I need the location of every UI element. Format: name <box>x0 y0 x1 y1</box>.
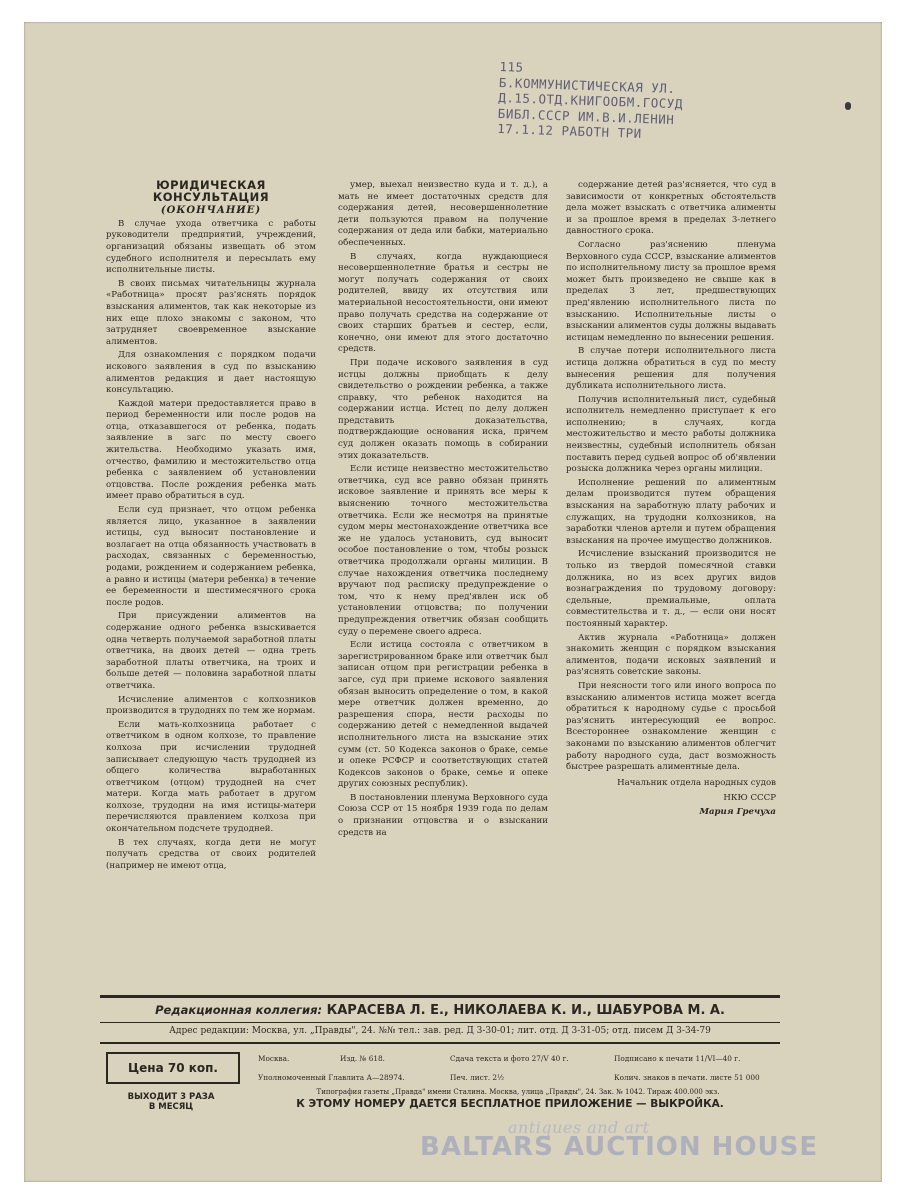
article-column-2 <box>338 180 548 990</box>
publication-frequency <box>106 1092 236 1112</box>
paragraph: При присуждении алиментов на содержание одного ребенка взыскивается одна четверть получаемой заработной платы ответчика, на двоих детей — одна треть заработной платы ответчика, на троих и больше детей — половина заработной платы ответчика. <box>106 611 316 691</box>
signature-org: НКЮ СССР <box>723 793 776 804</box>
library-stamp <box>496 59 789 164</box>
article-subtitle: (ОКОНЧАНИЕ) <box>160 205 262 217</box>
divider-mid <box>100 1022 780 1023</box>
paragraph: Если мать-колхозница работает с ответчиком в одном колхозе, то правление колхоза при исчислении трудодней записывает следующую часть трудодней из общего количества выработанных ответчиком (отцом) трудодней на счет матери. Когда мать работает в другом колхозе, трудодни на имя истицы-матери перечисляются правлением колхоза при окончательном подсчете трудодней. <box>106 719 316 835</box>
stamp-line: 115 <box>499 58 524 75</box>
paragraph: Если истица состояла с ответчиком в зарегистрированном браке или ответчик был записан отцом при регистрации ребенка в загсе, суд при приеме искового заявления обязан выносить определение о том, в какой мере ответчик должен временно, до разрешения спора, нести расходы по содержанию детей с немедленной выдачей исполнительного листа на взыскание этих сумм (ст. 50 Кодекса законов о браке, семье и опеке РСФСР и соответствующих статей Кодексов законов о браке, семье и опеке других союзных республик). <box>338 640 548 790</box>
paragraph: В своих письмах читательницы журнала «Работница» просят раз'яснять порядок взыскания алиментов, так как некоторые из них еще плохо знакомы с законом, что затрудняет своевременное взыскание алиментов. <box>106 278 316 347</box>
imprint-signed: Подписано к печати 11/VI—40 г. <box>614 1054 741 1063</box>
paragraph: При подаче искового заявления в суд истцы должны приобщать к делу свидетельство о рождении ребенка, а также справку, что ребенок находится на содержании истца. Истец по делу должен представить доказательства, подтверждающие основания иска, причем суд должен оказать помощь в собирании этих доказательств. <box>338 357 548 461</box>
printer-info: Типография газеты „Правда" имени Сталина. Москва, улица „Правды", 24. Зак. № 1042. Тираж 400.000 экз. <box>316 1088 720 1096</box>
paragraph: Исполнение решений по алиментным делам производится путем обращения взыскания на заработную плату рабочих и служащих, на трудодни колхозников, на заработки членов артели и путем обращения взыскания на прочее имущество должников. <box>566 477 776 546</box>
imprint-submitted: Сдача текста и фото 27/V 40 г. <box>450 1054 569 1063</box>
article-title: ЮРИДИЧЕСКАЯ КОНСУЛЬТАЦИЯ <box>152 180 270 204</box>
watermark-tagline: antiques and art <box>508 1118 650 1137</box>
paragraph: Для ознакомления с порядком подачи искового заявления в суд по взысканию алиментов редакция и дает настоящую консультацию. <box>106 350 316 396</box>
editorial-label: Редакционная коллегия: <box>155 1003 323 1017</box>
supplement-notice: К ЭТОМУ НОМЕРУ ДАЕТСЯ БЕСПЛАТНОЕ ПРИЛОЖЕНИЕ — ВЫКРОЙКА. <box>296 1098 724 1110</box>
paragraph: Согласно раз'яснению пленума Верховного суда СССР, взыскание алиментов по исполнительному листу за прошлое время может быть произведено не свыше как в пределах 3 лет, предшествующих пред'явлению исполнительного листа по взысканию. Исполнительные листы о взыскании алиментов суды должны выдавать истицам немедленно по вынесении решения. <box>566 239 776 343</box>
paragraph: Каждой матери предоставляется право в период беременности или после родов на отца, отказавшегося от ребенка, подать заявление в загс по месту своего жительства. Необходимо указать имя, отчество, фамилию и местожительство отца ребенка с заявлением об установлении отцовства. После рождения ребенка мать имеет право обратиться в суд. <box>106 398 316 502</box>
divider-top <box>100 995 780 998</box>
editorial-board <box>100 1003 780 1018</box>
watermark-logo: BALTARS AUCTION HOUSE <box>420 1132 819 1162</box>
paragraph: Актив журнала «Работница» должен знакомить женщин с порядком взыскания алиментов, подачи исковых заявлений и раз'яснять советские законы. <box>566 632 776 678</box>
paragraph: Получив исполнительный лист, судебный исполнитель немедленно приступает к его исполнению; в случаях, когда местожительство и место работы должника неизвестны, судебный исполнитель обязан поставить перед судьей вопрос об об'явлении розыска должника через органы милиции. <box>566 394 776 475</box>
imprint <box>258 1053 778 1083</box>
stamp-line: Д.15.ОТД.КНИГООБМ.ГОСУД <box>498 89 684 112</box>
imprint-signs: Колич. знаков в печати. листе 51 000 <box>614 1073 760 1082</box>
article-body <box>106 180 776 990</box>
stamp-line: Б.КОММУНИСТИЧЕСКАЯ УЛ. <box>498 74 676 96</box>
paragraph: В случае ухода ответчика с работы руководители предприятий, учреждений, организаций обязаны извещать об этом судебного исполнителя и пересылать ему исполнительные листы. <box>106 218 316 276</box>
paragraph: Если суд признает, что отцом ребенка является лицо, указанное в заявлении истицы, суд выносит постановление и возлагает на отца обязанность участвовать в расходах, связанных с беременностью, родами, рождением и содержанием ребенка, а равно и истицы (матери ребенка) в течение ее беременности и шестимесячного срока после родов. <box>106 505 316 608</box>
paragraph: В случаях, когда нуждающиеся несовершеннолетние братья и сестры не могут получать содержания от своих родителей, ввиду их отсутствия или материальной несостоятельности, они имеют право получать средства на содержание от своих старших братьев и сестер, если, конечно, они имеют для этого достаточно средств. <box>338 251 548 355</box>
paragraph: В тех случаях, когда дети не могут получать средства от своих родителей (например не имеют отца, <box>106 837 316 871</box>
frequency-line: В МЕСЯЦ <box>148 1102 194 1112</box>
paragraph: Если истице неизвестно местожительство ответчика, суд все равно обязан принять исковое заявление и принять все меры к выяснению точного местожительства ответчика. Если же несмотря на принятые судом меры местонахождение ответчика все же не удалось установить, суд выносит особое постановление о том, чтобы розыск ответчика продолжали органы милиции. В случае нахождения ответчика последнему вручают под расписку предупреждение о том, что к нему пред'явлен иск об установлении отцовства; по получении предупреждения ответчик обязан сообщить суду о перемене своего адреса. <box>338 464 548 637</box>
divider-lower <box>100 1042 780 1044</box>
article-column-1 <box>106 180 316 990</box>
binding-hole <box>845 102 851 110</box>
paragraph: Исчисление взысканий производится не только из твердой помесячной ставки должника, но из всех других видов вознаграждения по трудовому договору: сдельные, премиальные, оплата совместительства и т. д., — если они носят постоянный характер. <box>566 549 776 629</box>
stamp-line: 17.1.12 РАБОТН ТРИ <box>497 120 642 141</box>
stamp-line: БИБЛ.СССР ИМ.В.И.ЛЕНИН <box>497 105 675 127</box>
frequency-line: ВЫХОДИТ 3 РАЗА <box>127 1092 215 1102</box>
paragraph: умер, выехал неизвестно куда и т. д.), а мать не имеет достаточных средств для содержания детей, несовершеннолетние дети пользуются правом на получение содержания от деда или бабки, материально обеспеченных. <box>338 180 548 248</box>
imprint-sheets: Печ. лист. 2½ <box>450 1073 505 1082</box>
paragraph: В случае потери исполнительного листа истица должна обратиться в суд по месту вынесения решения для получения дубликата исполнительного листа. <box>566 346 776 392</box>
editorial-address: Адрес редакции: Москва, ул. „Правды", 24. №№ тел.: зав. ред. Д 3-30-01; лит. отд. Д 3-31-05; отд. писем Д 3-34-79 <box>169 1026 711 1036</box>
imprint-glavlit: Уполномоченный Главлита А—28974. <box>258 1073 405 1082</box>
paragraph: содержание детей раз'ясняется, что суд в зависимости от конкретных обстоятельств дела может взыскать с ответчика алименты и за прошлое время в пределах 3-летнего давностного срока. <box>566 180 776 237</box>
paragraph: При неясности того или иного вопроса по взысканию алиментов истица может всегда обратиться к народному судье с просьбой раз'яснить интересующий ее вопрос. Всестороннее ознакомление женщин с законами по взысканию алиментов облегчит работу народного суда, даст возможность быстрее разрешать алиментные дела. <box>566 680 776 773</box>
article-column-3 <box>566 180 776 990</box>
signature-name: Мария Гречуха <box>699 806 776 817</box>
imprint-edition: Изд. № 618. <box>340 1054 385 1063</box>
price-box: Цена 70 коп. <box>106 1052 240 1084</box>
paragraph: Исчисление алиментов с колхозников производится в трудоднях по тем же нормам. <box>106 694 316 717</box>
imprint-city: Москва. <box>258 1054 290 1063</box>
editorial-names: КАРАСЕВА Л. Е., НИКОЛАЕВА К. И., ШАБУРОВА М. А. <box>326 1003 725 1018</box>
paragraph: В постановлении пленума Верховного суда Союза ССР от 15 ноября 1939 года по делам о признании отцовства и о взыскании средств на <box>338 792 548 838</box>
signature-title: Начальник отдела народных судов <box>617 777 776 788</box>
